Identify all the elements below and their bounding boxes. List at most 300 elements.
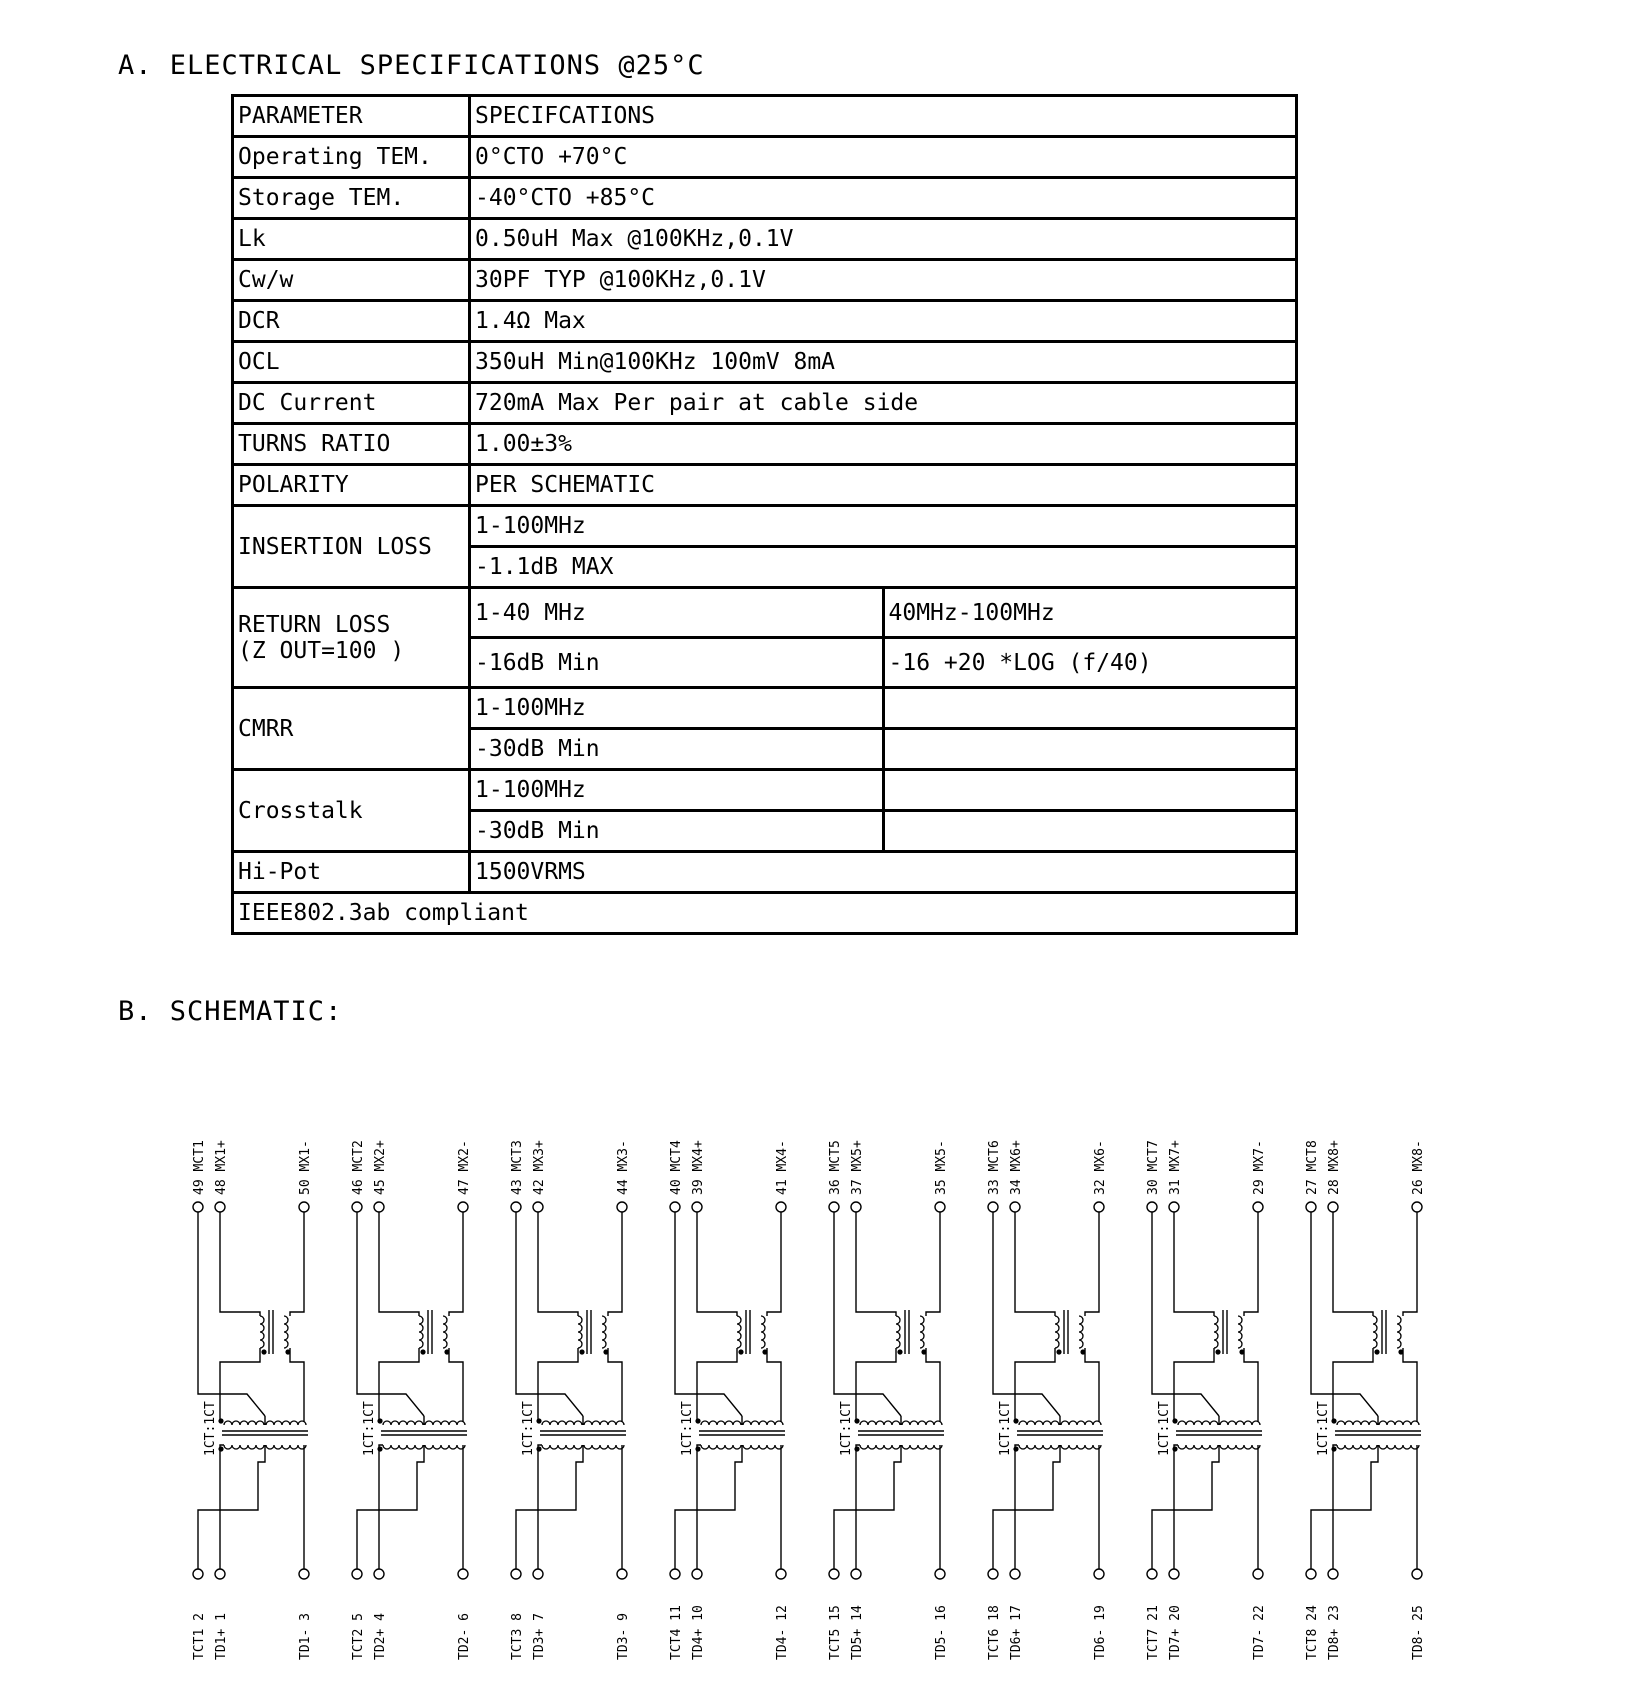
wire — [1333, 1445, 1337, 1569]
pin-label: 44 MX3- — [616, 1140, 631, 1195]
wire — [379, 1348, 419, 1422]
transformer-channel-7 — [1146, 1140, 1267, 1660]
wire — [198, 1445, 265, 1569]
coil — [383, 1445, 423, 1449]
coil — [224, 1445, 264, 1449]
coil — [920, 1316, 924, 1348]
coil — [1178, 1445, 1218, 1449]
pin-terminal — [299, 1202, 309, 1212]
polarity-dot — [1331, 1418, 1336, 1423]
table-row — [233, 588, 1297, 638]
value-cell: -16dB Min — [470, 638, 884, 688]
wire — [1174, 1348, 1214, 1422]
coil — [1055, 1316, 1059, 1348]
pin-label: 1CT:1CT — [1157, 1401, 1172, 1456]
wire — [697, 1445, 701, 1569]
pin-label: 39 MX4+ — [691, 1140, 706, 1195]
wire — [1333, 1348, 1373, 1422]
pin-terminal — [670, 1202, 680, 1212]
coil — [1178, 1421, 1218, 1425]
transformer-channel-4 — [669, 1140, 790, 1660]
coil — [425, 1445, 465, 1449]
pin-terminal — [1169, 1569, 1179, 1579]
pin-terminal — [299, 1569, 309, 1579]
pin-label: TD4- 12 — [775, 1605, 790, 1660]
pin-label: TCT6 18 — [987, 1605, 1002, 1660]
pin-label: TD1+ 1 — [214, 1613, 229, 1660]
pin-label: 47 MX2- — [457, 1140, 472, 1195]
pin-label: TD6+ 17 — [1009, 1605, 1024, 1660]
param-line: (Z OUT=100 ) — [238, 637, 405, 664]
param-cell: Hi-Pot — [233, 852, 470, 893]
empty-cell — [883, 688, 1297, 729]
coil — [896, 1316, 900, 1348]
polarity-dot — [1215, 1349, 1220, 1354]
param-cell: DC Current — [233, 383, 470, 424]
value-cell: -30dB Min — [470, 811, 884, 852]
coil — [584, 1421, 624, 1425]
pin-terminal — [1094, 1202, 1104, 1212]
polarity-dot — [420, 1349, 425, 1354]
polarity-dot — [261, 1349, 266, 1354]
pin-label: 1CT:1CT — [1316, 1401, 1331, 1456]
coil — [266, 1421, 306, 1425]
pin-terminal — [988, 1202, 998, 1212]
pin-terminal — [988, 1569, 998, 1579]
transformer-channel-6 — [987, 1140, 1108, 1660]
wire — [357, 1445, 424, 1569]
pin-label: 45 MX2+ — [373, 1140, 388, 1195]
coil — [1079, 1316, 1083, 1348]
pin-label: 29 MX7- — [1252, 1140, 1267, 1195]
freq-cell: 1-40 MHz — [470, 588, 884, 638]
pin-label: TCT3 8 — [510, 1613, 525, 1660]
pin-terminal — [617, 1569, 627, 1579]
value-cell: PER SCHEMATIC — [470, 465, 1297, 506]
pin-label: 40 MCT4 — [669, 1140, 684, 1195]
coil — [266, 1445, 306, 1449]
wire — [449, 1348, 463, 1422]
pin-label: TCT7 21 — [1146, 1605, 1161, 1660]
pin-label: TD7- 22 — [1252, 1605, 1267, 1660]
wire — [926, 1212, 940, 1316]
freq-cell: 40MHz-100MHz — [883, 588, 1297, 638]
coil — [1397, 1316, 1401, 1348]
wire — [834, 1445, 901, 1569]
polarity-dot — [579, 1349, 584, 1354]
pin-label: 37 MX5+ — [850, 1140, 865, 1195]
table-row — [233, 424, 1297, 465]
wire — [1311, 1212, 1378, 1416]
pin-label: TD2- 6 — [457, 1613, 472, 1660]
pin-label: 1CT:1CT — [362, 1401, 377, 1456]
transformer-channel-2 — [351, 1140, 472, 1660]
pin-terminal — [692, 1569, 702, 1579]
coil — [902, 1445, 942, 1449]
value-cell: 1.4Ω Max — [470, 301, 1297, 342]
pin-terminal — [1253, 1202, 1263, 1212]
value-cell: 1.00±3% — [470, 424, 1297, 465]
value-cell: -30dB Min — [470, 729, 884, 770]
pin-terminal — [458, 1569, 468, 1579]
coil — [761, 1316, 765, 1348]
pin-label: TCT2 5 — [351, 1613, 366, 1660]
pin-label: 1CT:1CT — [998, 1401, 1013, 1456]
param-cell: Operating TEM. — [233, 137, 470, 178]
pin-terminal — [374, 1202, 384, 1212]
wire — [1403, 1348, 1417, 1422]
pin-terminal — [458, 1202, 468, 1212]
polarity-dot — [1331, 1446, 1336, 1451]
param-cell: INSERTION LOSS — [233, 506, 470, 588]
pin-terminal — [776, 1569, 786, 1579]
pin-label: TCT5 15 — [828, 1605, 843, 1660]
freq-cell: 1-100MHz — [470, 688, 884, 729]
pin-label: TD8+ 23 — [1327, 1605, 1342, 1660]
table-row — [233, 852, 1297, 893]
wire — [538, 1348, 578, 1422]
value-cell: 30PF TYP @100KHz,0.1V — [470, 260, 1297, 301]
table-row — [233, 383, 1297, 424]
wire — [290, 1212, 304, 1316]
pin-terminal — [1010, 1569, 1020, 1579]
pin-label: 1CT:1CT — [839, 1401, 854, 1456]
table-row — [233, 137, 1297, 178]
coil — [1061, 1421, 1101, 1425]
wire — [220, 1212, 260, 1316]
pin-terminal — [533, 1202, 543, 1212]
value-cell: -16 +20 *LOG (f/40) — [883, 638, 1297, 688]
wire — [834, 1212, 901, 1416]
value-cell: 0.50uH Max @100KHz,0.1V — [470, 219, 1297, 260]
empty-cell — [883, 729, 1297, 770]
wire — [1244, 1212, 1258, 1316]
pin-terminal — [352, 1569, 362, 1579]
polarity-dot — [218, 1418, 223, 1423]
value-cell: 0°CTO +70°C — [470, 137, 1297, 178]
pin-terminal — [1412, 1569, 1422, 1579]
header-specifications: SPECIFCATIONS — [470, 96, 1297, 137]
wire — [1174, 1445, 1178, 1569]
pin-terminal — [692, 1202, 702, 1212]
pin-terminal — [1328, 1569, 1338, 1579]
wire — [1015, 1212, 1055, 1316]
polarity-dot — [1172, 1446, 1177, 1451]
coil — [860, 1421, 900, 1425]
wire — [697, 1348, 737, 1422]
coil — [902, 1421, 942, 1425]
value-cell: 350uH Min@100KHz 100mV 8mA — [470, 342, 1297, 383]
value-cell: -1.1dB MAX — [470, 547, 1297, 588]
pin-label: 50 MX1- — [298, 1140, 313, 1195]
polarity-dot — [1172, 1418, 1177, 1423]
polarity-dot — [1013, 1418, 1018, 1423]
pin-label: 30 MCT7 — [1146, 1140, 1161, 1195]
polarity-dot — [854, 1418, 859, 1423]
coil — [602, 1316, 606, 1348]
wire — [538, 1212, 578, 1316]
wire — [767, 1348, 781, 1422]
pin-terminal — [1147, 1569, 1157, 1579]
freq-cell: 1-100MHz — [470, 506, 1297, 547]
wire — [608, 1348, 622, 1422]
value-cell: -40°CTO +85°C — [470, 178, 1297, 219]
param-cell: Cw/w — [233, 260, 470, 301]
pin-label: TD3+ 7 — [532, 1613, 547, 1660]
wire — [926, 1348, 940, 1422]
pin-terminal — [215, 1202, 225, 1212]
pin-terminal — [215, 1569, 225, 1579]
wire — [1085, 1212, 1099, 1316]
empty-cell — [883, 770, 1297, 811]
wire — [856, 1445, 860, 1569]
wire — [379, 1445, 383, 1569]
pin-terminal — [617, 1202, 627, 1212]
pin-label: TCT1 2 — [192, 1613, 207, 1660]
pin-label: TD4+ 10 — [691, 1605, 706, 1660]
pin-label: 31 MX7+ — [1168, 1140, 1183, 1195]
wire — [1244, 1348, 1258, 1422]
pin-label: 43 MCT3 — [510, 1140, 525, 1195]
wire — [697, 1212, 737, 1316]
pin-label: 27 MCT8 — [1305, 1140, 1320, 1195]
polarity-dot — [1374, 1349, 1379, 1354]
pin-label: 36 MCT5 — [828, 1140, 843, 1195]
coil — [1220, 1445, 1260, 1449]
param-cell: Crosstalk — [233, 770, 470, 852]
param-line: RETURN LOSS — [238, 611, 391, 638]
pin-terminal — [851, 1569, 861, 1579]
polarity-dot — [1056, 1349, 1061, 1354]
schematic-diagram — [0, 1090, 1649, 1690]
param-cell: Storage TEM. — [233, 178, 470, 219]
coil — [1379, 1445, 1419, 1449]
coil — [443, 1316, 447, 1348]
wire — [220, 1348, 260, 1422]
wire — [449, 1212, 463, 1316]
polarity-dot — [377, 1418, 382, 1423]
pin-label: 48 MX1+ — [214, 1140, 229, 1195]
wire — [608, 1212, 622, 1316]
pin-label: 41 MX4- — [775, 1140, 790, 1195]
pin-terminal — [1306, 1569, 1316, 1579]
pin-label: 34 MX6+ — [1009, 1140, 1024, 1195]
wire — [538, 1445, 542, 1569]
polarity-dot — [854, 1446, 859, 1451]
param-cell: Lk — [233, 219, 470, 260]
wire — [1152, 1212, 1219, 1416]
coil — [542, 1445, 582, 1449]
pin-terminal — [1253, 1569, 1263, 1579]
table-row — [233, 342, 1297, 383]
section-a-title: A. ELECTRICAL SPECIFICATIONS @25°C — [118, 50, 705, 81]
pin-terminal — [1010, 1202, 1020, 1212]
transformer-channel-1 — [192, 1140, 313, 1660]
polarity-dot — [377, 1446, 382, 1451]
wire — [516, 1212, 583, 1416]
polarity-dot — [897, 1349, 902, 1354]
table-row — [233, 301, 1297, 342]
pin-label: 35 MX5- — [934, 1140, 949, 1195]
wire — [1152, 1445, 1219, 1569]
coil — [737, 1316, 741, 1348]
wire — [1174, 1212, 1214, 1316]
table-row — [233, 688, 1297, 729]
wire — [993, 1445, 1060, 1569]
pin-label: TD8- 25 — [1411, 1605, 1426, 1660]
transformer-channel-8 — [1305, 1140, 1426, 1660]
table-row — [233, 219, 1297, 260]
param-cell: CMRR — [233, 688, 470, 770]
pin-terminal — [1147, 1202, 1157, 1212]
pin-label: TD1- 3 — [298, 1613, 313, 1660]
pin-terminal — [776, 1202, 786, 1212]
pin-label: TD7+ 20 — [1168, 1605, 1183, 1660]
pin-terminal — [374, 1569, 384, 1579]
table-row — [233, 96, 1297, 137]
polarity-dot — [536, 1418, 541, 1423]
electrical-specifications-table — [231, 94, 1298, 935]
wire — [198, 1212, 265, 1416]
pin-label: 46 MCT2 — [351, 1140, 366, 1195]
coil — [1379, 1421, 1419, 1425]
polarity-dot — [695, 1418, 700, 1423]
coil — [542, 1421, 582, 1425]
coil — [1238, 1316, 1242, 1348]
pin-label: 1CT:1CT — [203, 1401, 218, 1456]
polarity-dot — [738, 1349, 743, 1354]
compliance-cell: IEEE802.3ab compliant — [233, 893, 1297, 934]
pin-label: TD5- 16 — [934, 1605, 949, 1660]
pin-terminal — [670, 1569, 680, 1579]
pin-terminal — [193, 1569, 203, 1579]
freq-cell: 1-100MHz — [470, 770, 884, 811]
header-parameter: PARAMETER — [233, 96, 470, 137]
pin-terminal — [352, 1202, 362, 1212]
wire — [675, 1445, 742, 1569]
pin-terminal — [1412, 1202, 1422, 1212]
pin-label: TCT4 11 — [669, 1605, 684, 1660]
pin-terminal — [1169, 1202, 1179, 1212]
wire — [379, 1212, 419, 1316]
pin-label: 42 MX3+ — [532, 1140, 547, 1195]
pin-terminal — [1306, 1202, 1316, 1212]
wire — [290, 1348, 304, 1422]
coil — [419, 1316, 423, 1348]
table-row — [233, 260, 1297, 301]
pin-terminal — [1094, 1569, 1104, 1579]
section-b-title: B. SCHEMATIC: — [118, 996, 343, 1027]
pin-terminal — [1328, 1202, 1338, 1212]
param-cell: POLARITY — [233, 465, 470, 506]
param-cell-return-loss — [233, 588, 470, 688]
pin-terminal — [829, 1569, 839, 1579]
pin-label: 1CT:1CT — [680, 1401, 695, 1456]
pin-label: TCT8 24 — [1305, 1605, 1320, 1660]
value-cell: 1500VRMS — [470, 852, 1297, 893]
coil — [701, 1421, 741, 1425]
pin-terminal — [533, 1569, 543, 1579]
table-row — [233, 893, 1297, 934]
wire — [220, 1445, 224, 1569]
polarity-dot — [536, 1446, 541, 1451]
table-row — [233, 770, 1297, 811]
coil — [860, 1445, 900, 1449]
wire — [1311, 1445, 1378, 1569]
pin-label: TD6- 19 — [1093, 1605, 1108, 1660]
wire — [856, 1348, 896, 1422]
pin-terminal — [935, 1569, 945, 1579]
pin-terminal — [851, 1202, 861, 1212]
pin-label: 33 MCT6 — [987, 1140, 1002, 1195]
coil — [1214, 1316, 1218, 1348]
pin-terminal — [193, 1202, 203, 1212]
pin-label: TD2+ 4 — [373, 1613, 388, 1660]
coil — [1337, 1445, 1377, 1449]
coil — [701, 1445, 741, 1449]
table-row — [233, 465, 1297, 506]
pin-label: 26 MX8- — [1411, 1140, 1426, 1195]
wire — [516, 1445, 583, 1569]
coil — [743, 1445, 783, 1449]
coil — [284, 1316, 288, 1348]
pin-label: TD3- 9 — [616, 1613, 631, 1660]
coil — [1019, 1421, 1059, 1425]
wire — [856, 1212, 896, 1316]
wire — [767, 1212, 781, 1316]
coil — [1373, 1316, 1377, 1348]
coil — [260, 1316, 264, 1348]
coil — [224, 1421, 264, 1425]
coil — [584, 1445, 624, 1449]
coil — [1220, 1421, 1260, 1425]
coil — [1061, 1445, 1101, 1449]
pin-label: 49 MCT1 — [192, 1140, 207, 1195]
pin-label: 28 MX8+ — [1327, 1140, 1342, 1195]
pin-terminal — [935, 1202, 945, 1212]
pin-label: 32 MX6- — [1093, 1140, 1108, 1195]
wire — [1333, 1212, 1373, 1316]
wire — [1085, 1348, 1099, 1422]
coil — [1019, 1445, 1059, 1449]
polarity-dot — [218, 1446, 223, 1451]
pin-label: TD5+ 14 — [850, 1605, 865, 1660]
pin-terminal — [511, 1569, 521, 1579]
wire — [993, 1212, 1060, 1416]
wire — [1403, 1212, 1417, 1316]
wire — [675, 1212, 742, 1416]
pin-label: 1CT:1CT — [521, 1401, 536, 1456]
param-cell: DCR — [233, 301, 470, 342]
polarity-dot — [1013, 1446, 1018, 1451]
value-cell: 720mA Max Per pair at cable side — [470, 383, 1297, 424]
param-cell: TURNS RATIO — [233, 424, 470, 465]
polarity-dot — [695, 1446, 700, 1451]
coil — [383, 1421, 423, 1425]
wire — [1015, 1445, 1019, 1569]
transformer-channel-3 — [510, 1140, 631, 1660]
empty-cell — [883, 811, 1297, 852]
coil — [578, 1316, 582, 1348]
transformer-channel-5 — [828, 1140, 949, 1660]
wire — [1015, 1348, 1055, 1422]
coil — [1337, 1421, 1377, 1425]
wire — [357, 1212, 424, 1416]
coil — [743, 1421, 783, 1425]
pin-terminal — [829, 1202, 839, 1212]
pin-terminal — [511, 1202, 521, 1212]
param-cell: OCL — [233, 342, 470, 383]
